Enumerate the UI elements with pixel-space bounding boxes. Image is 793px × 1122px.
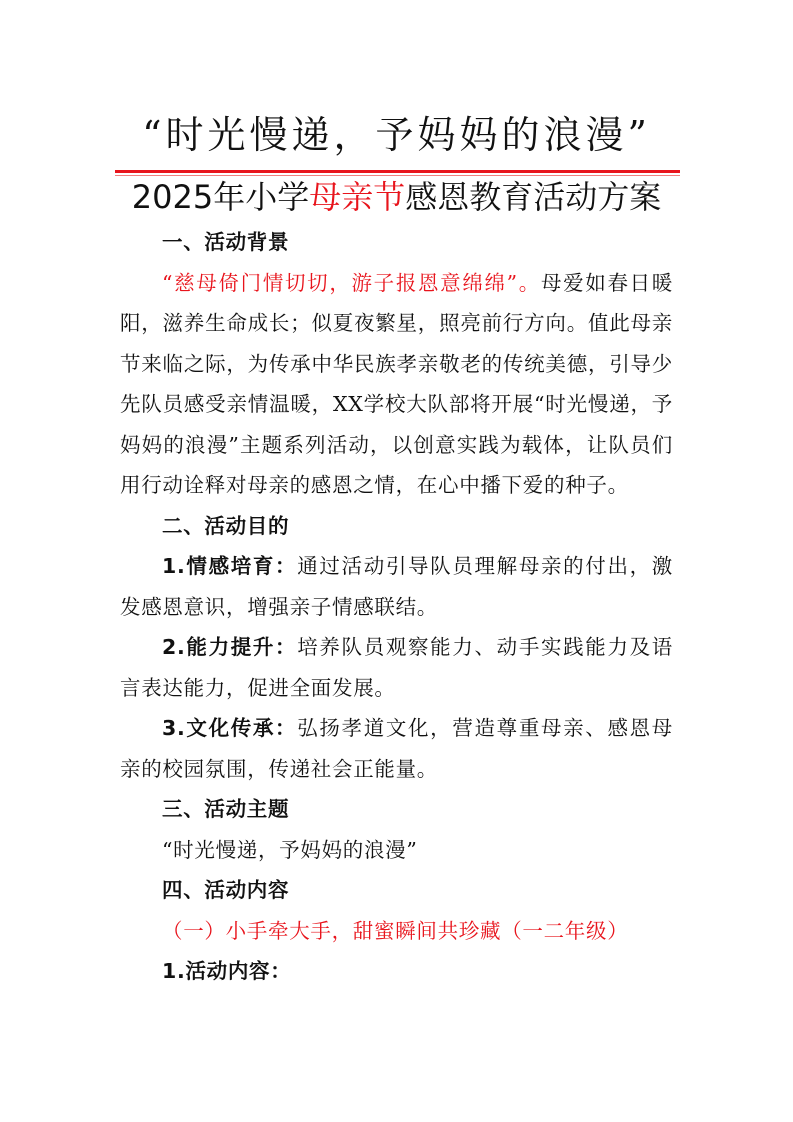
document-body: [120, 222, 673, 992]
subtitle-pre: 2025年小学: [131, 178, 310, 216]
theme-text: “时光慢递，予妈妈的浪漫”: [162, 837, 418, 862]
subtitle-highlight: 母亲节: [309, 178, 406, 216]
item-heading: [120, 951, 673, 992]
subtitle-post: 感恩教育活动方案: [405, 178, 662, 216]
paragraph-text: 母爱如春日暖阳，滋养生命成长；似夏夜繁星，照亮前行方向。值此母亲节来临之际，为传承中华民族孝亲敬老的传统美德，引导少先队员感受亲情温暖，XX学校大队部将开展“时光慢递，予妈妈的浪漫”主题系列活动，以创意实践为载体，让队员们用行动诠释对母亲的感恩之情，在心中播下爱的种子。: [120, 270, 674, 497]
document-title: “时光慢递，予妈妈的浪漫”: [142, 113, 651, 157]
subsection-heading: （一）小手牵大手，甜蜜瞬间共珍藏（一二年级）: [162, 918, 629, 943]
list-item: [120, 708, 673, 789]
quote: “慈母倚门情切切，游子报恩意绵绵”。: [162, 270, 541, 295]
item-text: 通过活动引导队员理解母亲的付出，激发感恩意识，增强亲子情感联结。: [120, 554, 673, 619]
item-text: 培养队员观察能力、动手实践能力及语言表达能力，促进全面发展。: [120, 635, 673, 700]
document-subtitle: [0, 172, 793, 218]
section-heading: 一、活动背景: [162, 230, 290, 254]
list-item: [120, 546, 673, 627]
list-item: [120, 627, 673, 708]
item-label: 3.文化传承：: [162, 716, 298, 740]
item-label: 1.活动内容：: [162, 959, 292, 983]
item-label: 2.能力提升：: [162, 635, 298, 659]
section-heading: 三、活动主题: [162, 797, 290, 821]
item-text: 弘扬孝道文化，营造尊重母亲、感恩母亲的校园氛围，传递社会正能量。: [120, 716, 673, 781]
paragraph: [120, 263, 673, 506]
section-heading: 二、活动目的: [162, 513, 290, 538]
item-label: 1.情感培育：: [162, 554, 298, 578]
section-heading: 四、活动内容: [162, 878, 290, 902]
